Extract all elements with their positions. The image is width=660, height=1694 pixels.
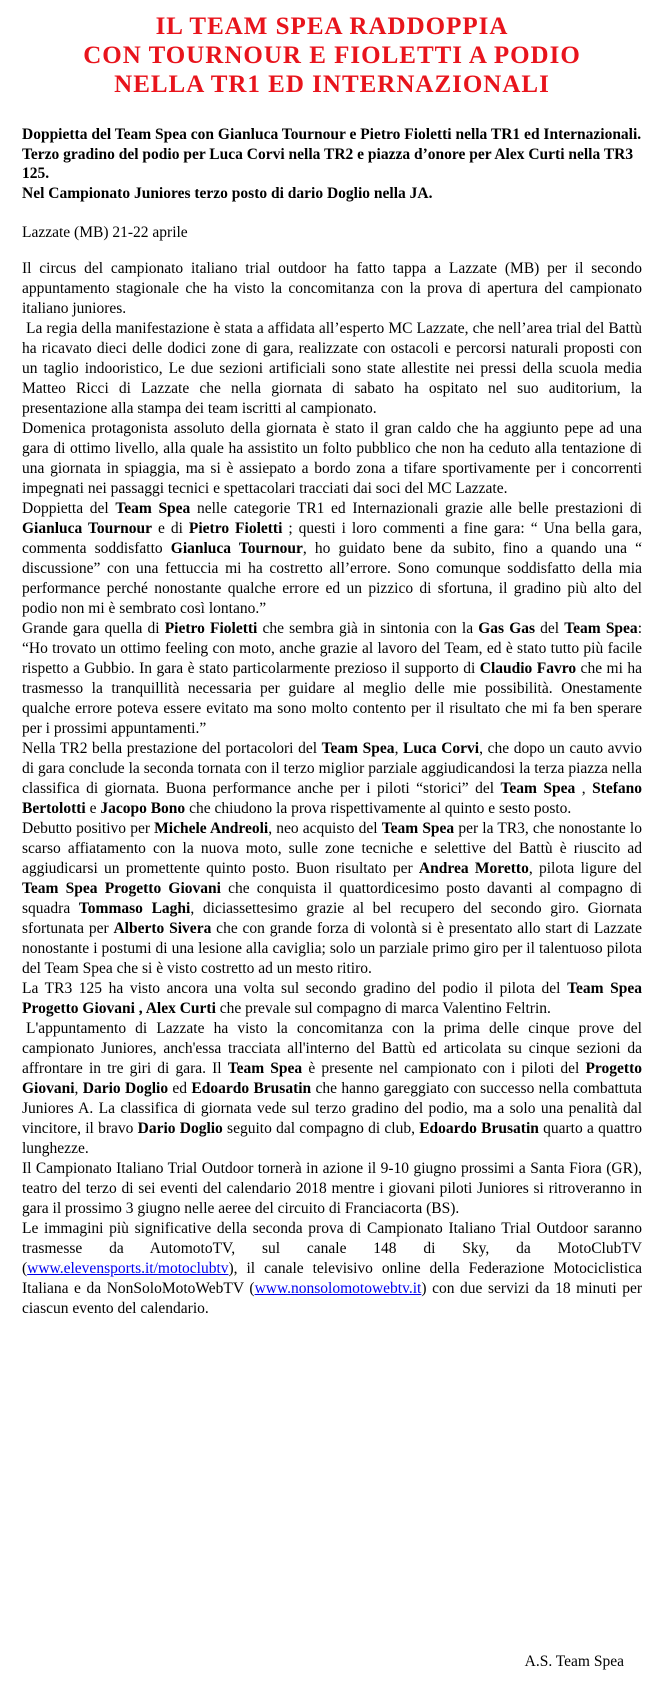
bold-run: Gas Gas <box>478 620 536 637</box>
text-run: Debutto positivo per <box>22 820 155 837</box>
bold-run: Team Spea <box>321 740 395 757</box>
text-run: ), il canale televisivo online della Federazione Motociclistica Italiana e da NonSoloMotoWebTV ( <box>22 1260 642 1297</box>
text-run: seguito dal compagno di club, <box>222 1120 420 1137</box>
bold-run: Stefano Bertolotti <box>22 780 643 817</box>
paragraph-circus: Il circus del campionato italiano trial outdoor ha fatto tappa a Lazzate (MB) per il secondo appuntamento stagionale che ha visto la concomitanza con la prova di apertura del campionato italiano juniores. <box>22 260 642 317</box>
bold-run: Team Spea Progetto Giovani , Alex Curti <box>22 980 643 1017</box>
intro-summary <box>22 125 642 203</box>
text-run: che chiudono la prova rispettivamente al quinto e sesto posto. <box>185 800 572 817</box>
article-body <box>22 259 642 1319</box>
bold-run: Dario Doglio <box>137 1120 223 1137</box>
intro-line-1: Doppietta del Team Spea con Gianluca Tournour e Pietro Fioletti nella TR1 ed Internazionali. <box>22 126 642 143</box>
text-run: che hanno gareggiato con successo nella combattuta Juniores A. La classifica di giornata vede sul terzo gradino del podio, ma a solo una penalità dal vincitore, il bravo <box>22 1080 643 1137</box>
text-run: per la TR3, che nonostante lo scarso affiatamento con la nuova moto, sulle zone tecniche e selettive del Battù è riuscito ad aggiudicarsi un promettente quinto posto. Buon risultato per <box>22 820 642 877</box>
bold-run: Jacopo Bono <box>100 800 186 817</box>
bold-run: Edoardo Brusatin <box>191 1080 312 1097</box>
text-run: , pilota ligure del <box>528 860 642 877</box>
text-run: Nella TR2 bella prestazione del portacolori del <box>22 740 322 757</box>
intro-line-2: Terzo gradino del podio per Luca Corvi nella TR2 e piazza d’onore per Alex Curti nella TR3 125. <box>22 145 634 182</box>
bold-run: Tommaso Laghi <box>78 900 191 917</box>
bold-run: Alberto Sivera <box>113 920 212 937</box>
bold-run: Team Spea Progetto Giovani <box>22 880 221 897</box>
text-run: , che dopo un cauto avvio di gara conclude la seconda tornata con il terzo miglior parziale aggiudicandosi la terza piazza nella classifica di giornata. Buona performance anche per i piloti “storici” del <box>22 740 643 797</box>
motoclubtv-link[interactable]: www.elevensports.it/motoclubtv <box>27 1260 229 1277</box>
bold-run: Team Spea <box>500 780 576 797</box>
paragraph-tv <box>22 1219 642 1319</box>
dateline: Lazzate (MB) 21-22 aprile <box>22 224 188 241</box>
paragraph-doppietta <box>22 499 642 619</box>
bold-run: Pietro Fioletti <box>164 620 258 637</box>
text-run: quarto a quattro lunghezze. <box>22 1120 642 1157</box>
headline <box>22 12 642 99</box>
bold-run: Gianluca Tournour <box>170 540 303 557</box>
paragraph-juniores <box>22 1019 642 1159</box>
text-run: e di <box>152 520 189 537</box>
bold-run: Dario Doglio <box>82 1080 169 1097</box>
text-run: che conquista il quattordicesimo posto davanti al compagno di squadra <box>22 880 642 917</box>
text-run: che con grande forza di volontà si è presentato allo start di Lazzate nonostante i postumi di una lesione alla caviglia; solo un parziale primo giro per il talentuoso pilota del Team Spea che si è visto costretto ad un mesto ritiro. <box>22 920 642 977</box>
text-run: , <box>575 780 593 797</box>
paragraph-tr3-125 <box>22 979 642 1019</box>
nonsolomotowebtv-link[interactable]: www.nonsolomotowebtv.it <box>254 1280 422 1297</box>
intro-line-3: Nel Campionato Juniores terzo posto di dario Doglio nella JA. <box>22 184 433 202</box>
text-run: , ho guidato bene da subito, fino a quando una “ discussione” con una fettuccia mi ha costretto all’errore. Sono comunque soddisfatto della mia performance perché nonostante qualche errore ed un pizzico di sfortuna, il gradino più alto del podio non mi è sembrato così lontano.” <box>22 540 643 617</box>
text-run: ; questi i loro commenti a fine gara: “ Una bella gara, commenta soddisfatto <box>22 520 643 557</box>
paragraph-tr2 <box>22 739 642 819</box>
bold-run: Andrea Moretto <box>418 860 529 877</box>
text-run: , <box>74 1080 83 1097</box>
text-run: , neo acquisto del <box>268 820 382 837</box>
text-run: che mi ha trasmesso la tranquillità necessaria per guidare al meglio delle mie possibilità. Onestamente qualche errore poteva essere evitato ma sono molto contento per il risultato che mi fa ben sperare per i prossimi appuntamenti.” <box>22 660 642 737</box>
text-run: L'appuntamento di Lazzate ha visto la concomitanza con la prima delle cinque prove del campionato Juniores, anch'essa tracciata all'interno del Battù ed articolata su cinque sezioni da affrontare in tre giri di gara. Il <box>22 1020 642 1077</box>
headline-line-2: CON TOURNOUR E FIOLETTI A PODIO <box>83 42 581 69</box>
text-run: è presente nel campionato con i piloti del <box>302 1060 586 1077</box>
signature: A.S. Team Spea <box>524 1653 624 1670</box>
text-run: , <box>394 740 404 757</box>
paragraph-next-round: Il Campionato Italiano Trial Outdoor tornerà in azione il 9-10 giugno prossimi a Santa Fiora (GR), teatro del terzo di sei eventi del calendario 2018 mentre i giovani piloti Juniores si ritroveranno in gara il prossimo 3 giugno nelle aeree del circuito di Franciacorta (BS). <box>22 1160 642 1217</box>
text-run: nelle categorie TR1 ed Internazionali grazie alle belle prestazioni di <box>190 500 642 517</box>
bold-run: Team Spea <box>115 500 191 517</box>
bold-run: Claudio Favro <box>479 660 577 677</box>
bold-run: Progetto Giovani <box>22 1060 642 1097</box>
paragraph-tr3 <box>22 819 642 979</box>
bold-run: Michele Andreoli <box>154 820 269 837</box>
text-run: Grande gara quella di <box>22 620 165 637</box>
bold-run: Team Spea <box>227 1060 303 1077</box>
bold-run: Pietro Fioletti <box>188 520 283 537</box>
text-run: , diciassettesimo grazie al bel recupero del secondo giro. Giornata sfortunata per <box>22 900 642 937</box>
text-run: ) con due servizi da 18 minuti per ciascun evento del calendario. <box>22 1280 642 1317</box>
bold-run: Team Spea <box>564 620 638 637</box>
bold-run: Edoardo Brusatin <box>419 1120 539 1137</box>
paragraph-fioletti <box>22 619 642 739</box>
headline-line-1: IL TEAM SPEA RADDOPPIA <box>155 13 509 40</box>
text-run: che sembra già in sintonia con la <box>257 620 479 637</box>
text-run: che prevale sul compagno di marca Valentino Feltrin. <box>215 1000 551 1017</box>
text-run: Doppietta del <box>22 500 116 517</box>
text-run: La TR3 125 ha visto ancora una volta sul secondo gradino del podio il pilota del <box>22 980 568 997</box>
text-run: ed <box>168 1080 192 1097</box>
text-run: del <box>535 620 565 637</box>
text-run: e <box>85 800 101 817</box>
paragraph-domenica: Domenica protagonista assoluto della giornata è stato il gran caldo che ha aggiunto pepe ad una gara di ottimo livello, alla quale ha assistito un folto pubblico che non ha ceduto alla tentazione di una giornata in spiaggia, ma si è assiepato a bordo zona a tifare sportivamente per i concorrenti impegnati nei passaggi tecnici e spettacolari tracciati dai soci del MC Lazzate. <box>22 420 642 497</box>
text-run: Le immagini più significative della seconda prova di Campionato Italiano Trial Outdoor saranno trasmesse da AutomotoTV, sul canale 148 di Sky, da MotoClubTV ( <box>22 1220 642 1277</box>
paragraph-regia: La regia della manifestazione è stata a affidata all’esperto MC Lazzate, che nell’area trial del Battù ha ricavato dieci delle dodici zone di gara, realizzate con ostacoli e percorsi naturali proposti con un taglio indooristico, Le due sezioni artificiali sono state allestite nei pressi della scuola media Matteo Ricci di Lazzate che nella giornata di sabato ha ospitato nel suo auditorium, la presentazione alla stampa dei team iscritti al campionato. <box>22 320 642 417</box>
text-run: : “Ho trovato un ottimo feeling con moto, anche grazie al lavoro del Team, ed è stato tutto più facile rispetto a Gubbio. In gara è stato particolarmente prezioso il supporto di <box>22 620 642 677</box>
bold-run: Team Spea <box>381 820 455 837</box>
headline-line-3: NELLA TR1 ED INTERNAZIONALI <box>114 71 550 98</box>
bold-run: Gianluca Tournour <box>22 520 153 537</box>
bold-run: Luca Corvi <box>403 740 480 757</box>
